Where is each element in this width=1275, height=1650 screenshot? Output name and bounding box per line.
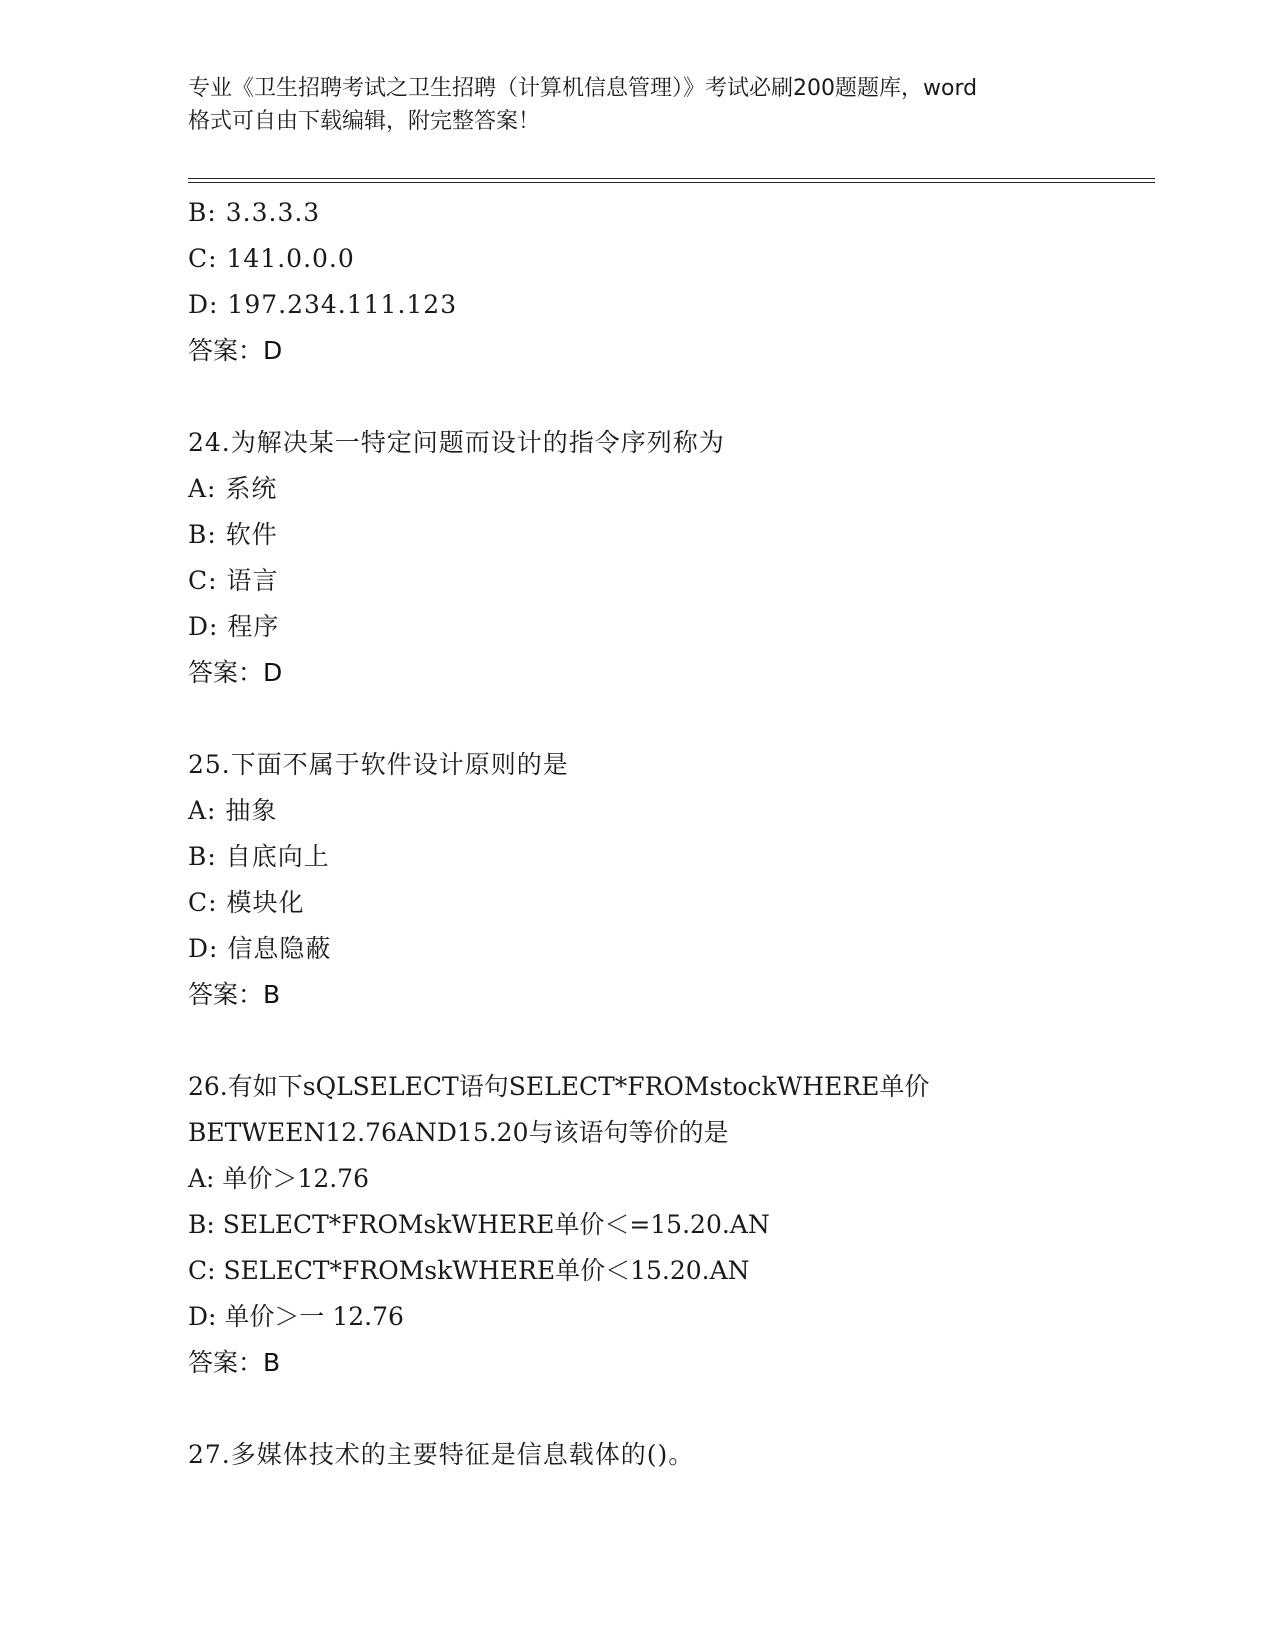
q24-question-text: 24.为解决某一特定问题而设计的指令序列称为 [188, 428, 725, 457]
document-header [188, 72, 1088, 138]
q26-option-c: C: SELECT*FROMskWHERE单价＜15.20.AN [188, 1256, 750, 1285]
q24-answer: 答案：D [188, 658, 283, 687]
q25-option-d: D: 信息隐蔽 [188, 934, 332, 963]
q25-question-text: 25.下面不属于软件设计原则的是 [188, 750, 569, 779]
spacer [188, 374, 1148, 420]
q24-option-d: D: 程序 [188, 612, 280, 641]
question-24-block [188, 420, 1148, 696]
spacer [188, 1386, 1148, 1432]
q23-option-d: D: 197.234.111.123 [188, 290, 458, 319]
q26-option-d: D: 单价＞一 12.76 [188, 1302, 404, 1331]
q25-answer: 答案：B [188, 980, 281, 1009]
q23-answer: 答案：D [188, 336, 283, 365]
q23-option-b: B: 3.3.3.3 [188, 198, 321, 227]
question-25-block [188, 742, 1148, 1018]
q25-option-b: B: 自底向上 [188, 842, 330, 871]
q24-option-c: C: 语言 [188, 566, 279, 595]
header-title-line-1: 专业《卫生招聘考试之卫生招聘（计算机信息管理）》考试必刷200题题库，word [188, 76, 978, 101]
question-27-block [188, 1432, 1148, 1478]
q26-question-text-line-2: BETWEEN12.76AND15.20与该语句等价的是 [188, 1118, 729, 1147]
q24-option-a: A: 系统 [188, 474, 278, 503]
header-divider [188, 178, 1155, 183]
header-title-line-2: 格式可自由下载编辑，附完整答案！ [188, 109, 541, 134]
spacer [188, 1018, 1148, 1064]
question-23-block [188, 190, 1148, 374]
q25-option-c: C: 模块化 [188, 888, 305, 917]
question-list [188, 190, 1148, 1478]
q23-option-c: C: 141.0.0.0 [188, 244, 355, 273]
spacer [188, 696, 1148, 742]
q24-option-b: B: 软件 [188, 520, 278, 549]
q26-option-b: B: SELECT*FROMskWHERE单价＜=15.20.AN [188, 1210, 770, 1239]
q27-question-text: 27.多媒体技术的主要特征是信息载体的()。 [188, 1440, 695, 1469]
q26-answer: 答案：B [188, 1348, 281, 1377]
question-26-block [188, 1064, 1148, 1386]
q25-option-a: A: 抽象 [188, 796, 278, 825]
q26-option-a: A: 单价＞12.76 [188, 1164, 369, 1193]
q26-question-text-line-1: 26.有如下sQLSELECT语句SELECT*FROMstockWHERE单价 [188, 1072, 930, 1101]
